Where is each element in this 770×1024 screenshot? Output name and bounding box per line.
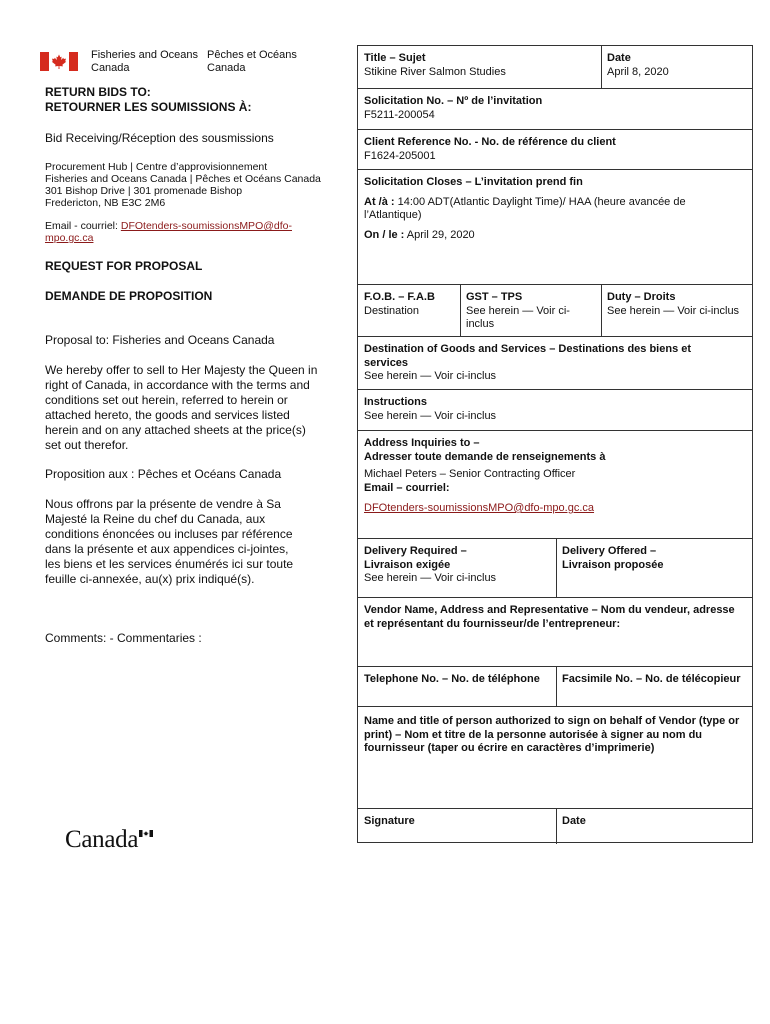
inquiries-field (358, 431, 752, 522)
vendor-field[interactable] (358, 598, 752, 666)
address-line: Procurement Hub | Centre d’approvisionnement (45, 161, 268, 173)
at-label: At /à : (364, 195, 395, 208)
address-line: Fisheries and Oceans Canada | Pêches et Océans Canada (45, 173, 321, 185)
date-field (601, 46, 754, 85)
inquiries-contact: Michael Peters – Senior Contracting Officer (364, 468, 576, 480)
title-field (358, 46, 601, 85)
return-email (45, 220, 295, 244)
fob-value: Destination (364, 304, 420, 317)
inquiries-email-link[interactable]: DFOtenders-soumissionsMPO@dfo-mpo.gc.ca (364, 502, 595, 514)
delivery-required-label: Delivery Required – (364, 545, 467, 557)
solicitation-value: F5211-200054 (364, 108, 435, 121)
on-label: On / le : (364, 228, 405, 241)
department-name-en (91, 49, 206, 74)
delivery-required-value: See herein — Voir ci-inclus (364, 572, 497, 584)
address-line: Fredericton, NB E3C 2M6 (45, 197, 166, 209)
wordmark-text: Canada (65, 826, 139, 853)
inquiries-label-fr: Adresser toute demande de renseignements à (364, 450, 606, 463)
destination-field (358, 337, 752, 390)
instructions-field (358, 390, 752, 429)
destination-value: See herein — Voir ci-inclus (364, 370, 497, 382)
facsimile-label: Facsimile No. – No. de télécopieur (562, 673, 741, 685)
proposal-to: Proposal to: Fisheries and Oceans Canada (45, 333, 275, 347)
offer-text-en: We hereby offer to sell to Her Majesty the Queen in right of Canada, in accordance with the terms and conditions set out herein, referred to herein or attached hereto, the goods and services listed herein and on any attached sheets at the price(s) set out therefor. (45, 363, 318, 452)
bid-receiving: Bid Receiving/Réception des sousmissions (45, 131, 274, 145)
vendor-label: Vendor Name, Address and Representative – Nom du vendeur, adresse et représentant du fournisseur/de l’entrepreneur: (364, 604, 735, 630)
dept-en-line2: Canada (91, 61, 130, 74)
signature-field[interactable] (358, 809, 556, 844)
destination-label: Destination of Goods and Services – Destinations des biens et services (364, 343, 692, 369)
instructions-label: Instructions (364, 396, 427, 408)
closes-time (364, 196, 746, 223)
facsimile-field[interactable] (556, 667, 754, 706)
title-value: Stikine River Salmon Studies (364, 65, 506, 78)
return-address (45, 161, 325, 209)
address-line: 301 Bishop Drive | 301 promenade Bishop (45, 185, 243, 197)
email-label: Email - courriel: (45, 220, 121, 232)
at-value: 14:00 ADT(Atlantic Daylight Time)/ HAA (heure avancée de l’Atlantique) (364, 195, 686, 221)
canada-wordmark (65, 826, 153, 854)
rfp-title-en: REQUEST FOR PROPOSAL (45, 259, 203, 273)
telephone-label: Telephone No. – No. de téléphone (364, 673, 540, 685)
on-value: April 29, 2020 (404, 228, 475, 241)
solicitation-field (358, 89, 752, 128)
solicitation-closes-field (358, 170, 752, 248)
dept-fr-line2: Canada (207, 61, 246, 74)
title-label: Title – Sujet (364, 52, 426, 64)
client-reference-field (358, 130, 752, 169)
gst-value: See herein — Voir ci-inclus (466, 304, 570, 330)
duty-field (601, 285, 754, 324)
closes-date (364, 229, 746, 243)
authorized-person-field[interactable] (358, 707, 752, 808)
signature-label: Signature (364, 815, 415, 827)
bid-form (357, 45, 753, 843)
dept-en-line1: Fisheries and Oceans (91, 49, 198, 61)
delivery-offered-label: Delivery Offered – (562, 545, 657, 557)
authorized-label: Name and title of person authorized to sign on behalf of Vendor (type or print) – Nom et titre de la personne autorisée à signer au nom du fournisseur (taper ou écrire en caractères d’imprimerie) (364, 715, 740, 754)
duty-label: Duty – Droits (607, 291, 676, 303)
signature-date-label: Date (562, 815, 586, 827)
return-email-link[interactable]: DFOtenders-soumissionsMPO@dfo-mpo.gc.ca (45, 220, 292, 244)
proposition-aux: Proposition aux : Pêches et Océans Canada (45, 467, 282, 481)
return-bids-line1: RETURN BIDS TO: (45, 85, 151, 99)
inquiries-label: Address Inquiries to – (364, 437, 480, 449)
gst-label: GST – TPS (466, 291, 523, 303)
delivery-offered-field[interactable] (556, 539, 754, 578)
client-ref-value: F1624-205001 (364, 149, 436, 162)
fob-label: F.O.B. – F.A.B (364, 291, 435, 303)
dept-fr-line1: Pêches et Océans (207, 49, 297, 61)
date-label: Date (607, 52, 631, 64)
solicitation-label: Solicitation No. – Nº de l’invitation (364, 95, 543, 107)
delivery-required-field (358, 539, 556, 592)
signature-date-field[interactable] (556, 809, 754, 844)
delivery-required-label-fr: Livraison exigée (364, 558, 451, 571)
return-bids-heading (45, 85, 325, 115)
inquiries-email-label: Email – courriel: (364, 481, 450, 494)
date-value: April 8, 2020 (607, 65, 669, 78)
instructions-value: See herein — Voir ci-inclus (364, 409, 497, 422)
telephone-field[interactable] (358, 667, 556, 706)
offer-text-fr: Nous offrons par la présente de vendre à Sa Majesté la Reine du chef du Canada, aux conditions énoncées ou incluses par référence dans la présente et aux appendices ci-jointes, les biens et les services énumérés ici sur toute feuille ci-annexée, au(x) prix indiqué(s). (45, 497, 294, 586)
gst-field (460, 285, 601, 338)
delivery-offered-label-fr: Livraison proposée (562, 558, 664, 571)
closes-label: Solicitation Closes – L’invitation prend fin (364, 176, 583, 188)
department-name-fr (207, 49, 327, 74)
return-bids-line2: RETOURNER LES SOUMISSIONS À: (45, 100, 252, 114)
comments-label: Comments: - Commentaries : (45, 631, 202, 645)
canada-flag-icon (40, 52, 78, 71)
duty-value: See herein — Voir ci-inclus (607, 304, 740, 317)
wordmark-flag-icon (139, 830, 153, 837)
fob-field (358, 285, 460, 324)
client-ref-label: Client Reference No. - No. de référence du client (364, 136, 616, 148)
rfp-title-fr: DEMANDE DE PROPOSITION (45, 289, 213, 303)
